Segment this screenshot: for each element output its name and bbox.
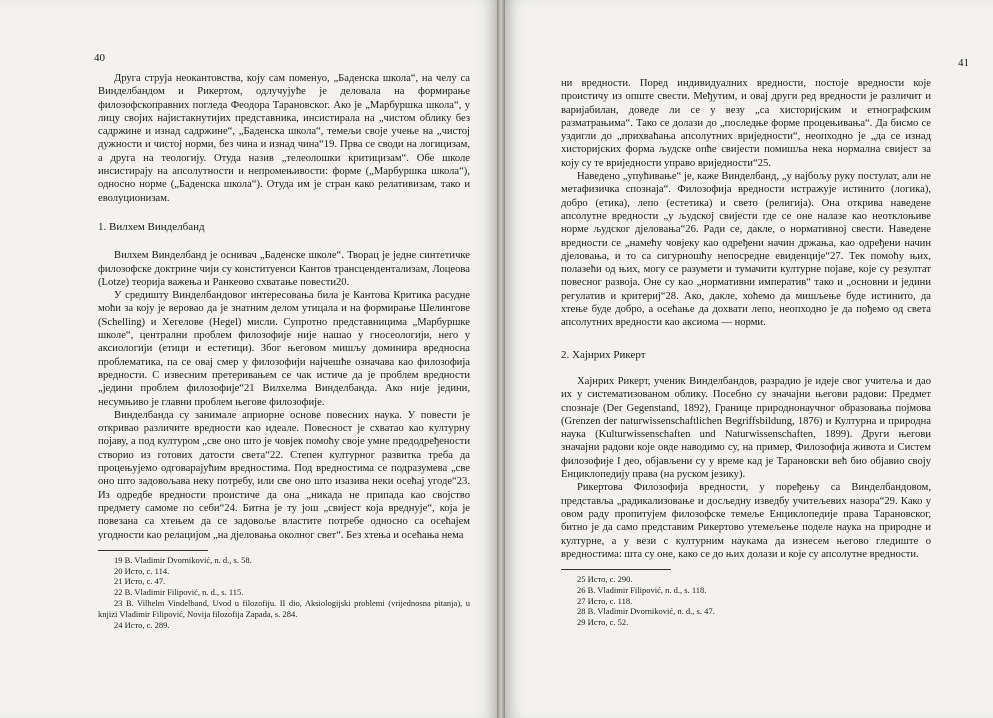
- footnote: 21 Исто, с. 47.: [114, 576, 166, 587]
- footnote: 27 Исто, с. 118.: [577, 595, 633, 606]
- intro-paragraph: Друга струја неокантовства, коју сам поменуо, „Баденска школа“, на челу са Винделбандом и Рикертом, одлучујуће је деловала на формирање филозофскоправних погледа Феодора Тарановског. Ако је „Марбуршка школа“, у лицу својих најистакнутијих представника, инсистирала на „чистом облику без садржине и изнад садржине“, „Баденска школа“, темељи своје учење на „чистој дужности и чистој норми, без чина и изнад чина“19. Прва се своди на логицизам, а друга на теологију. Отуда назив „телеолошки критицизам“. Обе школе инсистирају на апсолутности и непромењивости: форме („Марбуршка школа“), односно норме („Баденска школа“). Отуда им је стран како релативизам, тако и еволуционизам.: [98, 73, 470, 204]
- footnote: 24 Исто, с. 289.: [114, 619, 170, 630]
- page-number: 41: [958, 57, 969, 69]
- footnote: 23 B. Vilhelm Vindelband, Uvod u filozofiju. II dio, Aksiologijski problemi (vrijednosna pitanja), u knjizi Vladimir Filipović, Novija filozofija Zapada, s. 284.: [98, 597, 470, 619]
- footnote: 26 B. Vladimir Filipović, n. d., s. 118.: [577, 584, 707, 595]
- book-gutter: [497, 0, 505, 718]
- left-text-column: [98, 72, 470, 630]
- footnote: 29 Исто, с. 52.: [577, 617, 629, 628]
- body-paragraph: Хајнрих Рикерт, ученик Винделбандов, разрадио је идеје свог учитеља и дао их у систематизованом облику. Посебно су значајни његови радови: Предмет спознаје (Der Gegenstand, 1892), Границе природнонаучног образовања појмова (Grenzen der naturwissenschaftlichen Begriffsbildung, 1876) и Културна и природна наука (Kulturwissenschaften und Naturwissenschaften, 1899). Други његови значајни радови које овде наводимо су, на пример, Филозофија живота и Систем филозофије I део, објављени су у време кад је Тарановски већ био објавио своју Енциклопедију права (на руском језику).: [561, 375, 931, 481]
- footnote: 28 B. Vladimir Dvorniković, n. d., s. 47.: [577, 606, 715, 617]
- footnote-divider: [561, 569, 671, 570]
- section-heading: 2. Хајнрих Рикерт: [561, 348, 646, 361]
- body-paragraph: Наведено „упућивање“ је, каже Винделбанд, „у најбољу руку постулат, али не метафизичка спознаја“. Филозофија вредности истражује истинито (логика), добро (етика), лепо (естетика) и свето (религија). Она открива наведене апсолутне вредности „у људској свијести где се оне налазе као неотклоњиве норме људског дјеловања“26. Ради се, дакле, о нормативној свести. Наведене вредности се „намећу човјеку као одређени начин држања, као одређени начин дјеловања, и то са сигурношћу непосредне евиденције“27. Тек помоћу њих, полазећи од њих, могу се разумети и тумачити културне појаве, које су резултат повесног развоја. Оне су као „нормативни императив“ тако и „основни и једини регулатив и критериј“28. Ако, дакле, хоћемо да мишљење буде истинито, да хтење буде добро, а осећање да дохвати лепо, неопходно је да пођемо од света апсолутних вредности као аксиома — норми.: [561, 171, 931, 329]
- footnote: 22 B. Vladimir Filipović, n. d., s. 115.: [114, 587, 244, 598]
- body-paragraph: ни вредности. Поред индивидуалних вредности, постоје вредности које проистичу из опште свести. Међутим, и овај други ред вредности је различит и варијабилан, доведе ли се у везу „са хисторијским и етнографским разматрањима“. Тако се долази до „последње форме процењивања“. Да бисмо се уздигли до „прихваћања апсолутних вриједности“, неопходно је „да се изнад хисторијских форма људске опће свијести помишља нека нормална свијест за коју су те вриједности управо вриједности“25.: [561, 78, 931, 169]
- body-paragraph: Винделбанда су занимале априорне основе повесних наука. У повести је откривао различите вредности као идеале. Повесност је схватао као културну појаву, а под културом „све оно што је човјек помоћу своје умне предодређености створио из готових датости света“22. Степен културног развитка треба да процењујемо одговарајућим вредностима. Под вредностима се подразумева „све оно што задовољава неку потребу, или све оно што изазива неки осећај угоде“23. Из одредбе вредности проистиче да она „никада не припада као својство предмету самоме по себи“24. Битна је ту још „свијест која вреднује“, која је повезана са хтењем да се задовоље властите потребе односно са осећајем угодности као релацијом „на дјеловања околног свет“. Без хтења и осећања нема: [98, 409, 470, 541]
- footnote: 25 Исто, с. 290.: [577, 574, 633, 585]
- body-paragraph: Вилхем Винделбанд је оснивач „Баденске школе“. Творац је једне синтетичке филозофске доктрине чији су конституенси Кантов трансцендентализам, Лоцеова (Lotze) теорија важења и Ранкеово схватање повести20.: [98, 250, 470, 288]
- footnotes: [98, 555, 470, 631]
- body-paragraph: У средишту Винделбандовог интересовања била је Кантова Критика расудне моћи за коју је веровао да је знатним делом утицала и на формирање Шелингове (Schelling) и Хегелове (Hegel) мисли. Супротно представницима „Марбуршке школе“, централни проблем филозофије није нашао у гносеологији, него у аксиологији (етици и естетици). Због његовом мишљу доминира вредносна проблематика, па се овај смер у филозофији најчешће означава као филозофија вредности. С извесним претеривањем се чак истиче да је проблем вредности „једини проблем филозофије“21 Вилхелма Винделбанда. Ако није једини, несумњиво је главни проблем његове филозофије.: [98, 290, 470, 408]
- body-paragraph: Рикертова Филозофија вредности, у поређењу са Винделбандовом, представља „радикализовање и досљедну изведбу учитељевих назора“29. Како у овом раду пропитујем филозофске темеље Енциклопедије права Тарановског, битно је да само представим Рикертово утемељење поделе наука на природне и културне, а у вези с културним наукама да изнесем његово гледиште о вредностима: шта су оне, како се до њих долази и које су апсолутне вредности.: [561, 482, 931, 560]
- right-page: [505, 0, 993, 718]
- section-heading: 1. Вилхем Винделбанд: [98, 220, 205, 233]
- footnotes: [561, 574, 931, 628]
- footnote-divider: [98, 550, 208, 551]
- footnote: 20 Исто, с. 114.: [114, 565, 170, 576]
- page-number: 40: [94, 52, 105, 64]
- right-text-column: [561, 77, 931, 628]
- footnote: 19 B. Vladimir Dvorniković, n. d., s. 58.: [114, 554, 252, 565]
